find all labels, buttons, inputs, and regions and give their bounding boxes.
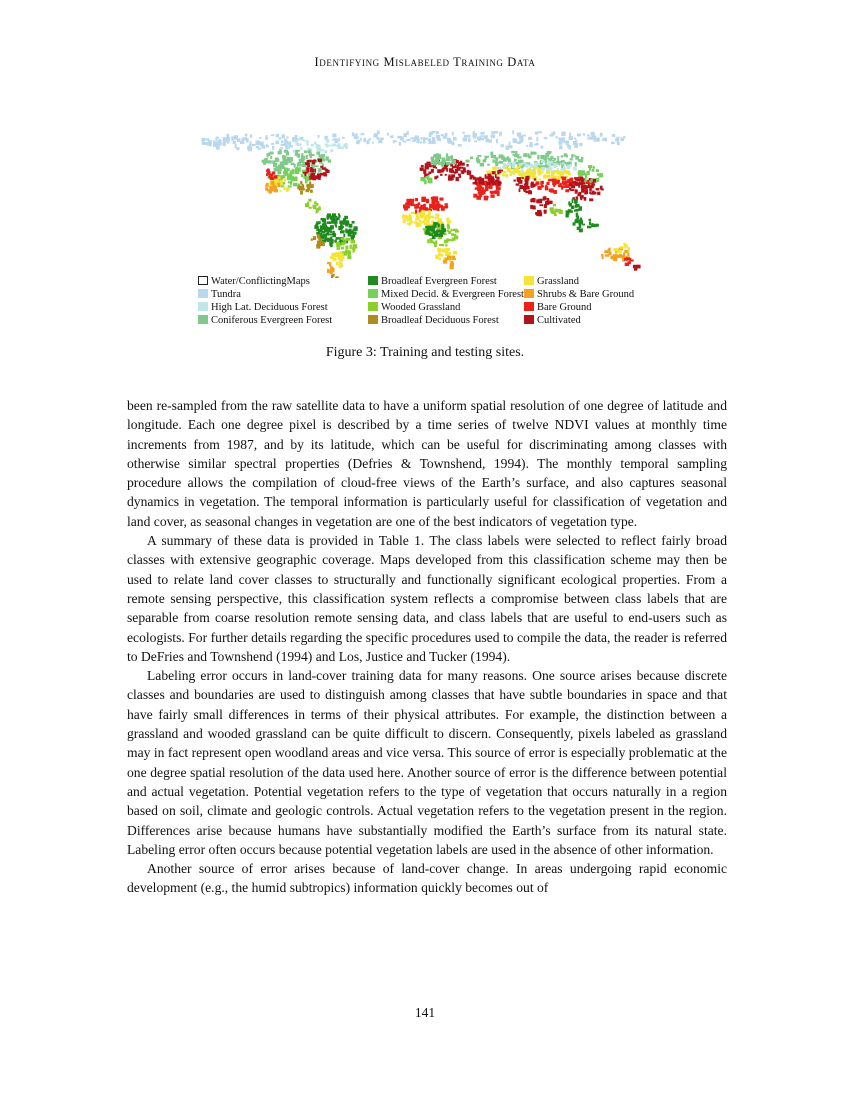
legend-swatch [368,276,378,285]
legend-swatch [198,276,208,285]
legend-label: Tundra [211,289,241,300]
legend-swatch [198,315,208,324]
legend-label: Broadleaf Deciduous Forest [381,315,499,326]
map-region [550,204,563,216]
legend-label: High Lat. Deciduous Forest [211,302,328,313]
paragraph: A summary of these data is provided in Table 1. The class labels were selected to reflect fairly broad classes with extensive geographic coverage. Maps developed from this classification scheme may then be used to relate land cover classes to structurally and functionally significant ecological properties. From a remote sensing perspective, this classification system reflects a compromise between class labels that are separable from coarse resolution remote sensing data, and class labels that are useful to end-users such as ecologists. For further details regarding the specific procedures used to compile the data, the reader is referred to DeFries and Townshend (1994) and Los, Justice and Tucker (1994). [127,533,727,664]
paragraph: Another source of error arises because of land-cover change. In areas undergoing rapid economic development (e.g., the humid subtropics) information quickly becomes out of [127,861,727,896]
legend-item [198,276,310,288]
legend-item [368,276,497,288]
page-number: 141 [414,1005,436,1020]
legend-label: Cultivated [537,315,581,326]
legend-label: Shrubs & Bare Ground [537,289,635,300]
world-map [194,128,666,278]
map-region [633,265,641,271]
map-region [403,196,448,214]
legend-swatch [524,289,534,298]
legend-label: Water/ConflictingMaps [211,276,310,287]
legend-label: Wooded Grassland [381,302,461,313]
running-title: Identifying Mislabeled Training Data [314,55,536,69]
map-region [566,199,583,220]
map-region [330,252,345,269]
legend-item [524,289,634,301]
paragraph: been re-sampled from the raw satellite data to have a uniform spatial resolution of one degree of latitude and longitude. Each one degree pixel is described by a time series of twelve NDVI values at monthly time increments from 1987, and by its latitude, which can be useful for discriminating among classes with otherwise similar spectral properties (Defries & Townshend, 1994). The monthly temporal sampling procedure allows the compilation of cloud-free views of the Earth’s surface, and also captures seasonal dynamics in vegetation. The temporal information is particularly useful for classification of vegetation and land cover, as seasonal changes in vegetation are one of the best indicators of vegetation type. [127,398,727,529]
legend-label: Broadleaf Evergreen Forest [381,276,497,287]
legend-label: Coniferous Evergreen Forest [211,315,333,326]
map-region [573,218,599,233]
legend-item [368,302,460,314]
legend-item [198,315,332,327]
map-region [327,262,335,274]
legend-item [198,289,241,301]
legend-item [524,302,592,314]
map-region [624,257,634,266]
map-legend [198,276,668,332]
map-region [406,130,625,150]
legend-item [368,289,524,301]
legend-item [524,276,579,288]
legend-swatch [198,289,208,298]
map-region [465,151,583,169]
legend-swatch [368,315,378,324]
legend-item [368,315,499,327]
legend-swatch [524,276,534,285]
map-region [420,176,432,184]
legend-label: Grassland [537,276,579,287]
world-map-figure [194,128,666,278]
legend-label: Bare Ground [537,302,592,313]
legend-swatch [524,302,534,311]
body-text [127,396,727,898]
legend-swatch [198,302,208,311]
legend-item [198,302,328,314]
map-region [305,199,321,214]
figure-caption: Figure 3: Training and testing sites. [325,345,525,360]
legend-swatch [368,289,378,298]
legend-swatch [524,315,534,324]
paragraph: Labeling error occurs in land-cover training data for many reasons. One source arises because discrete classes and boundaries are used to distinguish among classes that have subtle boundaries in space and that have fairly small differences in terms of their physical attributes. For example, the distinction between a grassland and wooded grassland can be quite difficult to discern. Consequently, pixels labeled as grassland may in fact represent open woodland areas and vice versa. This source of error is especially problematic at the one degree spatial resolution of the data used here. Another source of error is the difference between potential and actual vegetation. Potential vegetation refers to the type of vegetation that occurs naturally in a region based on soil, climate and geologic controls. Actual vegetation refers to the vegetation present in the region. Differences arise because humans have substantially modified the Earth’s surface from its natural state. Labeling error often occurs because potential vegetation labels are used in the absence of other information. [127,668,727,857]
legend-label: Mixed Decid. & Evergreen Forest [381,289,524,300]
map-region [530,196,552,216]
legend-swatch [368,302,378,311]
map-region [265,181,280,194]
legend-item [524,315,581,327]
